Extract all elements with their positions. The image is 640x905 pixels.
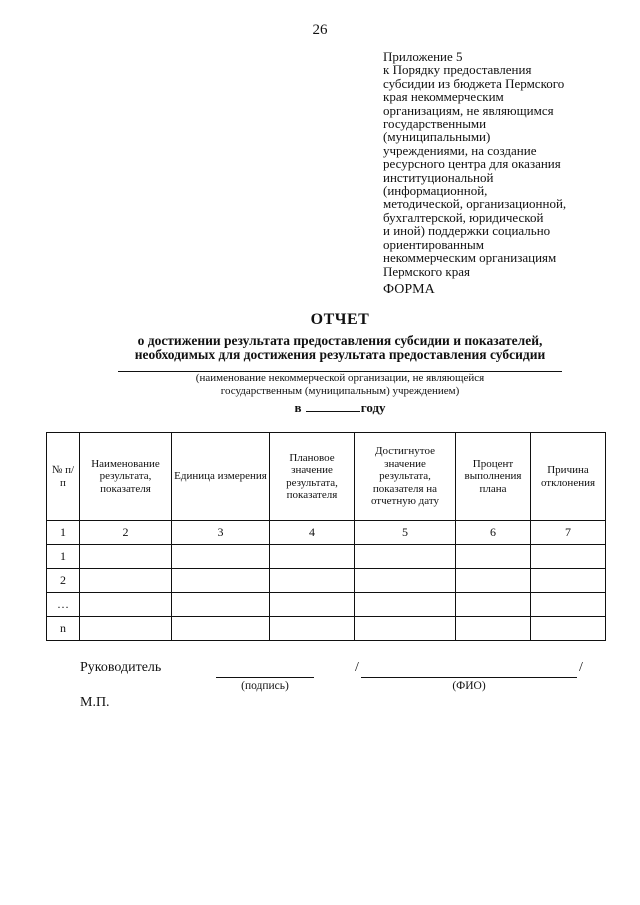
year-suffix: году xyxy=(360,400,386,415)
org-caption-line: государственным (муниципальным) учреждением) xyxy=(220,385,460,397)
table-cell[interactable] xyxy=(80,617,172,641)
appendix-line: Приложение 5 xyxy=(383,49,463,64)
table-cell[interactable] xyxy=(80,593,172,617)
table-cell[interactable] xyxy=(456,545,531,569)
fio-line[interactable] xyxy=(361,677,577,678)
table-cell[interactable] xyxy=(172,545,270,569)
appendix-line: к Порядку предоставления xyxy=(383,62,532,78)
table-cell[interactable] xyxy=(456,569,531,593)
header-cell: Достигнутое значение результата, показателя на отчетную дату xyxy=(355,433,456,521)
appendix-line: методической, организационной, xyxy=(383,196,567,212)
appendix-line: (информационной, xyxy=(383,183,488,199)
table-cell[interactable] xyxy=(355,593,456,617)
year-blank xyxy=(306,400,360,412)
row-number: … xyxy=(47,593,80,617)
column-number: 3 xyxy=(172,521,270,545)
appendix-line: субсидии из бюджета Пермского xyxy=(383,75,565,91)
table-cell[interactable] xyxy=(270,617,355,641)
report-table xyxy=(46,432,606,641)
appendix-line: и иной) поддержки социально xyxy=(383,223,551,239)
column-number: 6 xyxy=(456,521,531,545)
appendix-line: учреждениями, на создание xyxy=(383,142,537,158)
header-cell: № п/п xyxy=(47,433,80,521)
table-cell[interactable] xyxy=(270,569,355,593)
table-cell[interactable] xyxy=(531,545,606,569)
table-cell[interactable] xyxy=(531,593,606,617)
table-row xyxy=(47,569,606,593)
table-cell[interactable] xyxy=(80,569,172,593)
org-caption-line: (наименование некоммерческой организации, не являющейся xyxy=(195,372,485,384)
form-label: ФОРМА xyxy=(383,282,435,297)
column-number-row xyxy=(47,521,606,545)
table-header-row xyxy=(47,433,606,521)
row-number: n xyxy=(47,617,80,641)
table-cell[interactable] xyxy=(456,593,531,617)
report-title: ОТЧЕТ xyxy=(310,311,370,328)
header-cell: Причина отклонения xyxy=(531,433,606,521)
stamp-placeholder: М.П. xyxy=(80,695,110,710)
signature-slash-right: / xyxy=(579,660,583,675)
table-cell[interactable] xyxy=(355,617,456,641)
column-number: 4 xyxy=(270,521,355,545)
table-cell[interactable] xyxy=(80,545,172,569)
subtitle-line: необходимых для достижения результата предоставления субсидии xyxy=(134,347,546,362)
table-cell[interactable] xyxy=(355,545,456,569)
table-cell[interactable] xyxy=(456,617,531,641)
appendix-line: некоммерческим организациям xyxy=(383,250,557,266)
column-number: 7 xyxy=(531,521,606,545)
year-prefix: в xyxy=(294,400,302,415)
fio-caption: (ФИО) xyxy=(452,680,486,692)
signature-slash-left: / xyxy=(355,660,359,675)
table-cell[interactable] xyxy=(355,569,456,593)
report-subtitle xyxy=(0,334,640,362)
column-number: 2 xyxy=(80,521,172,545)
signature-line[interactable] xyxy=(216,677,314,678)
table-row xyxy=(47,617,606,641)
column-number: 1 xyxy=(47,521,80,545)
appendix-line: ресурсного центра для оказания xyxy=(383,156,561,172)
appendix-line: бухгалтерской, юридической xyxy=(383,209,544,225)
appendix-line: Пермского края xyxy=(383,263,470,279)
org-name-caption xyxy=(100,372,580,398)
appendix-line: края некоммерческим xyxy=(383,89,504,105)
header-cell: Процент выполнения плана xyxy=(456,433,531,521)
signature-caption: (подпись) xyxy=(241,680,289,692)
table-cell[interactable] xyxy=(531,617,606,641)
header-cell: Наименование результата, показателя xyxy=(80,433,172,521)
appendix-line: ориентированным xyxy=(383,236,484,252)
table-row xyxy=(47,593,606,617)
table-cell[interactable] xyxy=(270,593,355,617)
table-cell[interactable] xyxy=(172,593,270,617)
header-cell: Плановое значение результата, показателя xyxy=(270,433,355,521)
row-number: 1 xyxy=(47,545,80,569)
table-cell[interactable] xyxy=(531,569,606,593)
page-number: 26 xyxy=(312,22,328,38)
row-number: 2 xyxy=(47,569,80,593)
report-year-line xyxy=(0,400,640,416)
appendix-line: государственными xyxy=(383,116,487,132)
appendix-block xyxy=(383,50,623,278)
signature-role: Руководитель xyxy=(80,660,162,675)
table-cell[interactable] xyxy=(172,569,270,593)
header-cell: Единица измерения xyxy=(172,433,270,521)
table-row xyxy=(47,545,606,569)
table-cell[interactable] xyxy=(270,545,355,569)
appendix-line: (муниципальными) xyxy=(383,129,491,145)
subtitle-line: о достижении результата предоставления субсидии и показателей, xyxy=(137,333,543,348)
table-cell[interactable] xyxy=(172,617,270,641)
appendix-line: институциональной xyxy=(383,169,494,185)
appendix-line: организациям, не являющимся xyxy=(383,102,554,118)
column-number: 5 xyxy=(355,521,456,545)
